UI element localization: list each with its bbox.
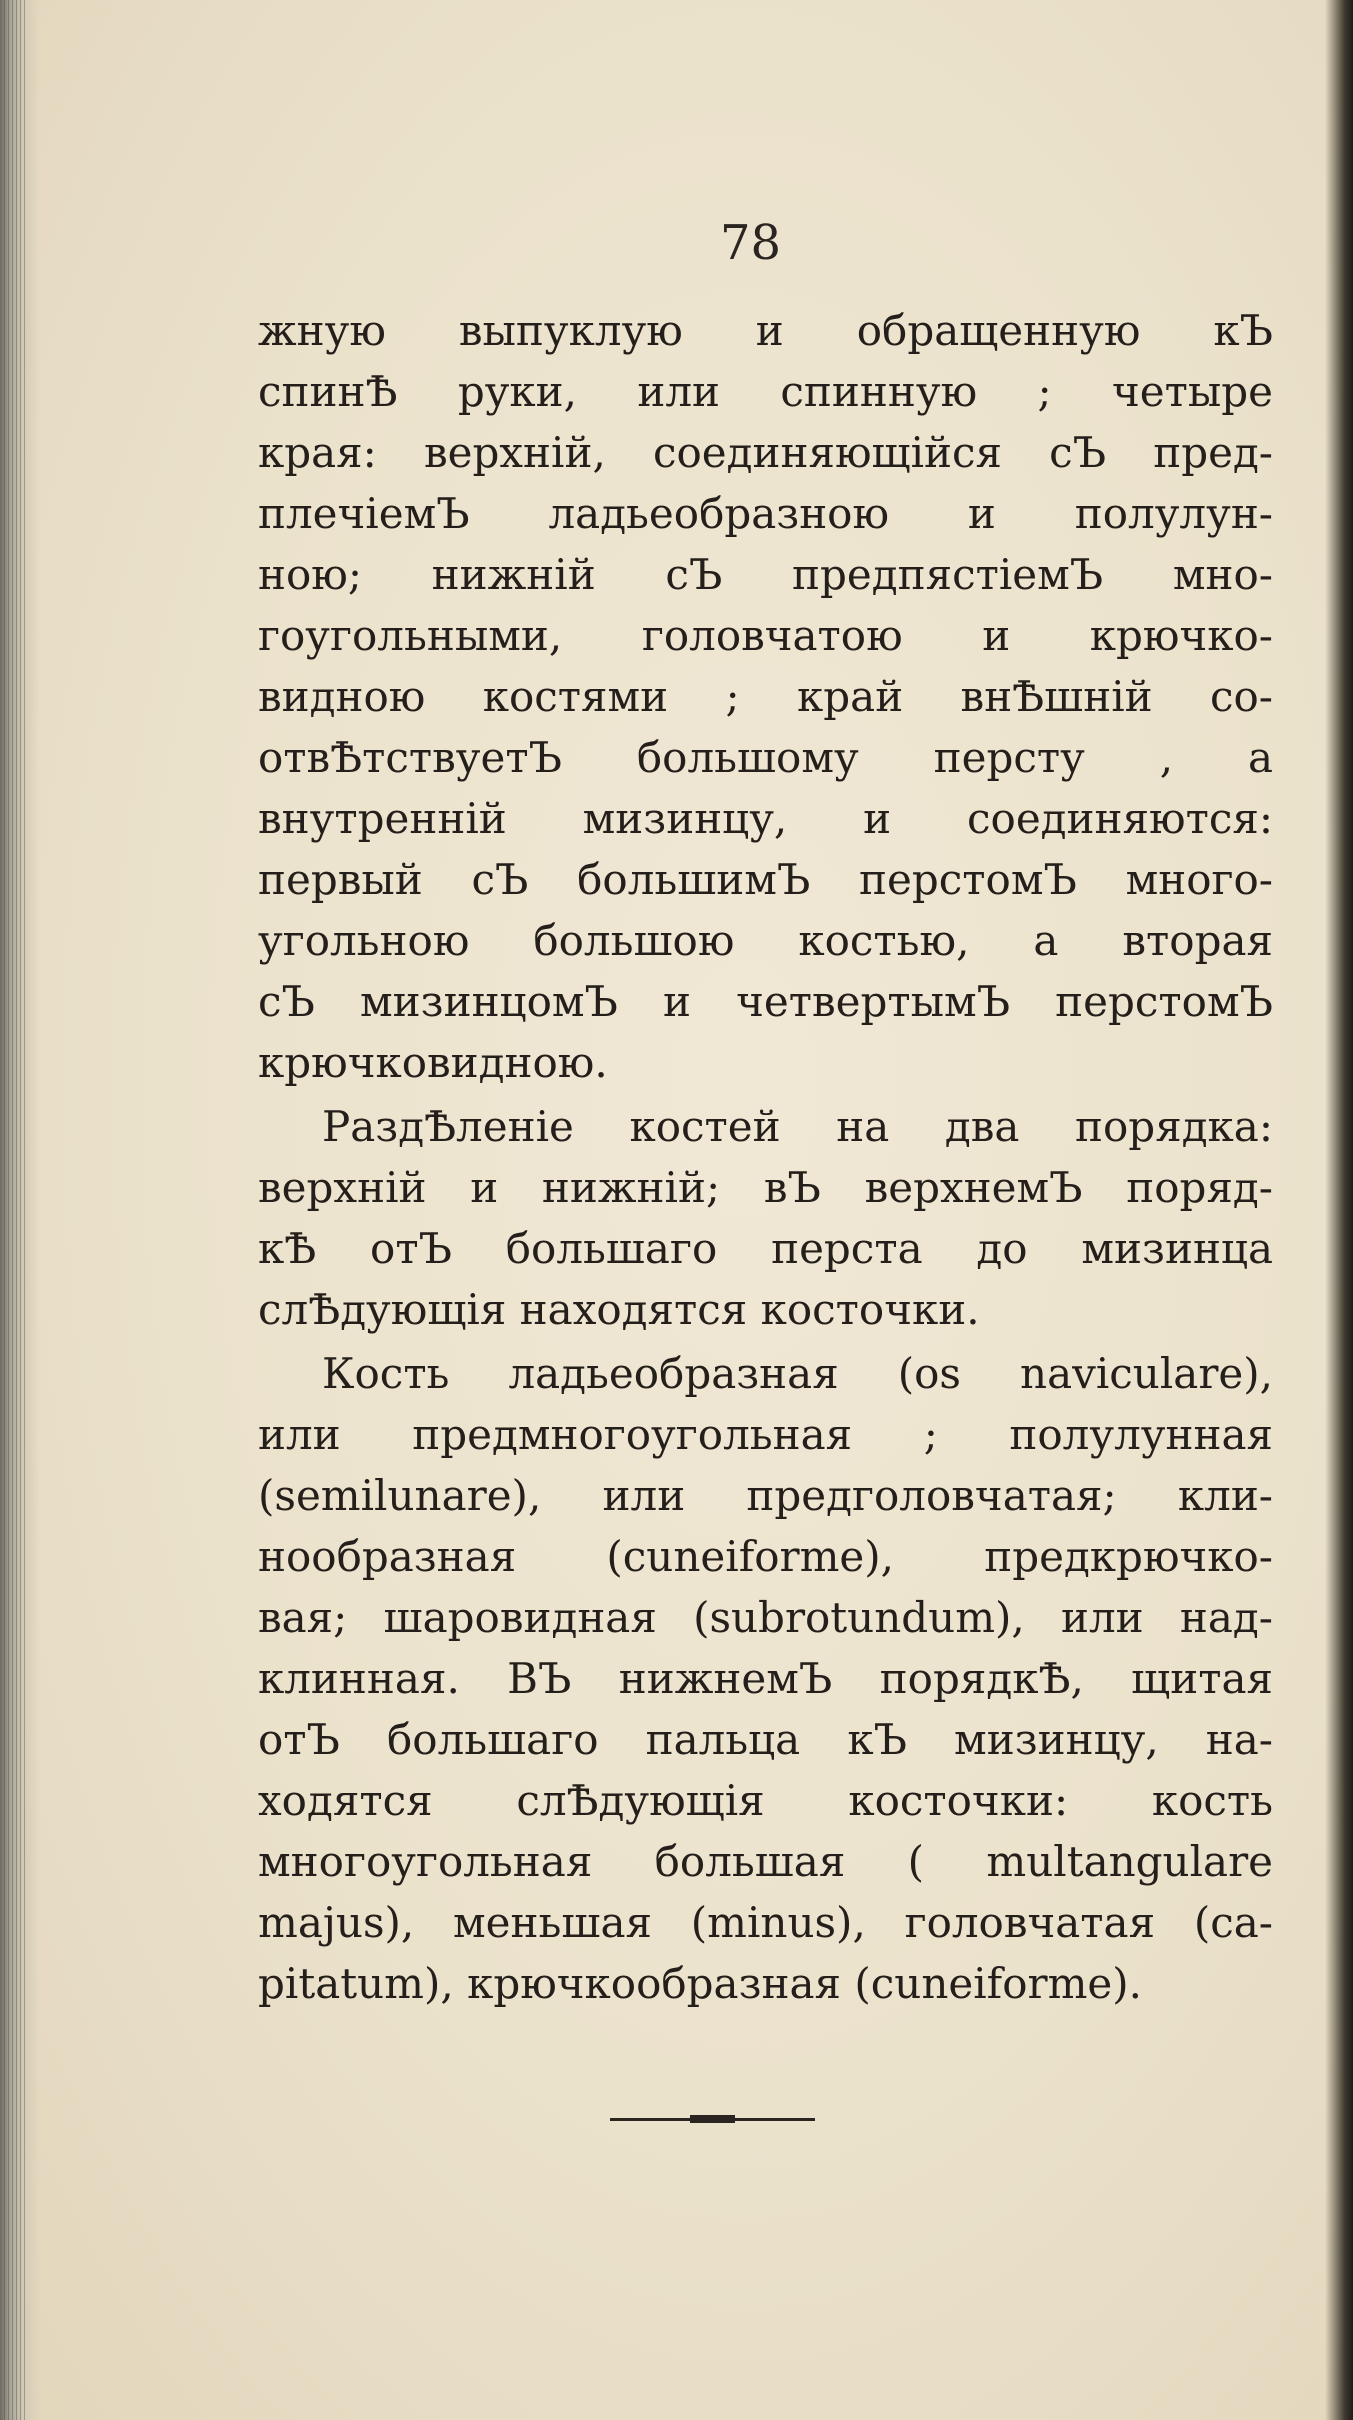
text-line: majus), меньшая (minus), головчатая (ca- xyxy=(258,1898,1273,1947)
page-right-edge-shadow xyxy=(1325,0,1353,2420)
text-line: кѢ отЪ большаго перста до мизинца xyxy=(258,1224,1273,1273)
text-line: угольною большою костью, а вторая xyxy=(258,916,1273,965)
text-line: верхній и нижній; вЪ верхнемЪ поряд- xyxy=(258,1163,1273,1212)
body-text xyxy=(258,300,1273,2014)
text-line: сЪ мизинцомЪ и четвертымЪ перстомЪ xyxy=(258,977,1273,1026)
text-line: внутренній мизинцу, и соединяются: xyxy=(258,794,1273,843)
text-line: первый сЪ большимЪ перстомЪ много- xyxy=(258,855,1273,904)
paragraph-3 xyxy=(258,1343,1273,2014)
text-line: РаздѢленіе костей на два порядка: xyxy=(322,1102,1273,1151)
text-line: крючковидною. xyxy=(258,1038,608,1087)
text-line: (semilunare), или предголовчатая; кли- xyxy=(258,1471,1273,1520)
text-line: нообразная (cuneiforme), предкрючко- xyxy=(258,1532,1273,1581)
book-spine-edges xyxy=(4,0,26,2420)
text-line: края: верхній, соединяющійся сЪ пред- xyxy=(258,428,1273,477)
text-line: видною костями ; край внѢшній со- xyxy=(258,672,1273,721)
text-line: ходятся слѢдующія косточки: кость xyxy=(258,1776,1273,1825)
text-line: отвѢтствуетЪ большому персту , а xyxy=(258,733,1273,782)
text-line: Кость ладьеобразная (os naviculare), xyxy=(322,1349,1273,1398)
paragraph-1 xyxy=(258,300,1273,1093)
page-number: 78 xyxy=(720,215,782,271)
text-line: pitatum), крючкообразная (cuneiforme). xyxy=(258,1959,1142,2008)
text-line: отЪ большаго пальца кЪ мизинцу, на- xyxy=(258,1715,1273,1764)
paragraph-2 xyxy=(258,1096,1273,1340)
text-line: клинная. ВЪ нижнемЪ порядкѢ, щитая xyxy=(258,1654,1273,1703)
text-line: плечіемЪ ладьеобразною и полулун- xyxy=(258,489,1273,538)
end-rule-ornament xyxy=(690,2115,735,2123)
text-line: многоугольная большая ( multangulare xyxy=(258,1837,1273,1886)
text-line: жную выпуклую и обращенную кЪ xyxy=(258,306,1273,355)
text-line: слѢдующія находятся косточки. xyxy=(258,1285,980,1334)
text-line: или предмногоугольная ; полулунная xyxy=(258,1410,1273,1459)
text-line: гоугольными, головчатою и крючко- xyxy=(258,611,1273,660)
text-line: спинѢ руки, или спинную ; четыре xyxy=(258,367,1273,416)
text-line: ною; нижній сЪ предпястіемЪ мно- xyxy=(258,550,1273,599)
text-line: вая; шаровидная (subrotundum), или над- xyxy=(258,1593,1273,1642)
